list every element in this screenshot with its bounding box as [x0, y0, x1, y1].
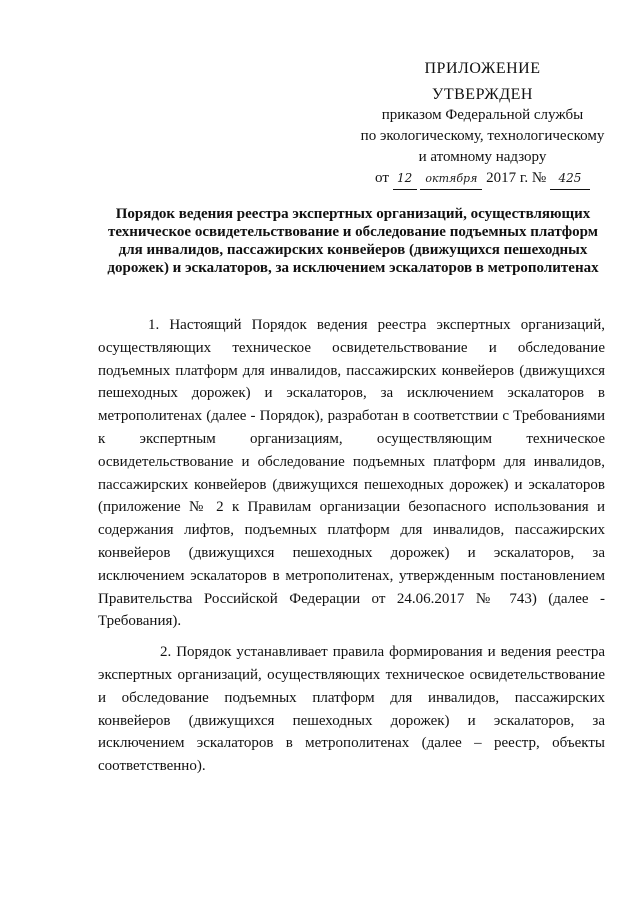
- date-prefix: от: [375, 170, 389, 186]
- order-date-line: [345, 168, 620, 190]
- paragraph-2: 2. Порядок устанавливает правила формирования и ведения реестра экспертных организаций, осуществляющих техническое освидетельствование и обследование подъемных платформ для инвалидов, пассажирских конвейеров (движущихся пешеходных дорожек) и эскалаторов, за исключением эскалаторов в метрополитенах (далее – реестр, объекты соответственно).: [98, 644, 605, 775]
- document-body: [98, 314, 605, 786]
- approval-line-2: по экологическому, технологическому: [360, 128, 605, 144]
- approval-block: [345, 58, 620, 190]
- date-year: 2017 г. №: [486, 170, 547, 186]
- approved-heading: УТВЕРЖДЕН: [432, 86, 533, 103]
- handwritten-day: 12: [393, 168, 417, 190]
- document-title: Порядок ведения реестра экспертных организаций, осуществляющих техническое освидетельствование и обследование подъемных платформ для инвалидов, пассажирских конвейеров (движущихся пешеходных дорожек) и эскалаторов, за исключением эскалаторов в метрополитенах: [107, 206, 599, 276]
- paragraph-1: 1. Настоящий Порядок ведения реестра экспертных организаций, осуществляющих техническое освидетельствование и обследование подъемных платформ для инвалидов, пассажирских конвейеров (движущихся пешеходных дорожек) и эскалаторов, за исключением эскалаторов в метрополитенах (далее - Порядок), разработан в соответствии с Требованиями к экспертным организациям, осуществляющим техническое освидетельствование и обследование подъемных платформ для инвалидов, пассажирских конвейеров (движущихся пешеходных дорожек) и эскалаторов (приложение № 2 к Правилам организации безопасного использования и содержания лифтов, подъемных платформ для инвалидов, пассажирских конвейеров (движущихся пешеходных дорожек) и эскалаторов, за исключением эскалаторов в метрополитенах, утвержденным постановлением Правительства Российской Федерации от 24.06.2017 № 743) (далее - Требования).: [98, 317, 605, 630]
- handwritten-month: октября: [420, 168, 482, 190]
- approval-line-3: и атомному надзору: [418, 149, 547, 165]
- approval-line-1: приказом Федеральной службы: [381, 107, 584, 123]
- handwritten-order-number: 425: [550, 168, 590, 190]
- appendix-heading: ПРИЛОЖЕНИЕ: [424, 60, 541, 77]
